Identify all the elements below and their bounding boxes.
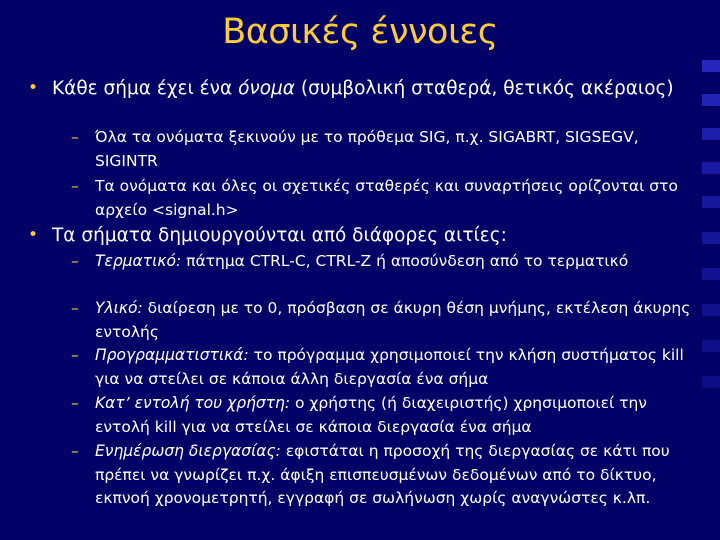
sub-term: Προγραμματιστικά: bbox=[95, 346, 249, 364]
bullet-2-marker: • bbox=[28, 225, 39, 245]
sub-dash: – bbox=[71, 346, 79, 364]
sub-term: Κατ’ εντολή του χρήστη: bbox=[95, 394, 291, 412]
sub-dash: – bbox=[71, 394, 79, 412]
bullet-1-marker: • bbox=[28, 78, 39, 98]
sub-text: Όλα τα ονόματα ξεκινούν με το πρόθεμα SIG, π.χ. SIGABRT, SIGSEGV, SIGINTR bbox=[95, 128, 639, 170]
sub-text: το πρόγραμμα χρησιμοποιεί την κλήση συστήματος kill για να στείλει σε κάποια άλλη διεργασία ένα σήμα bbox=[95, 346, 684, 388]
bullet-2-sub-2 bbox=[71, 297, 695, 344]
sub-term: Τερματικό: bbox=[95, 252, 182, 270]
bullet-1-sub-2 bbox=[71, 175, 695, 222]
bullet-1-text-em: όνομα bbox=[238, 78, 295, 99]
sub-dash: – bbox=[71, 442, 79, 460]
sub-text: εφιστάται η προσοχή της διεργασίας σε κάτι που πρέπει να γνωρίζει π.χ. άφιξη επισπευσμένων δεδομένων από το δίκτυο, εκπνοή χρονομετρητή, εγγραφή σε σωλήνωση χωρίς αναγνώστες κ.λπ. bbox=[95, 442, 670, 507]
sub-dash: – bbox=[71, 128, 79, 146]
bullet-1 bbox=[28, 77, 692, 101]
sub-term: Ενημέρωση διεργασίας: bbox=[95, 442, 281, 460]
bullet-1-sub-1 bbox=[71, 126, 695, 173]
bullet-1-text-post: (συμβολική σταθερά, θετικός ακέραιος) bbox=[295, 78, 674, 99]
bullet-2-sub-5 bbox=[71, 440, 695, 511]
sub-text: διαίρεση με το 0, πρόσβαση σε άκυρη θέση μνήμης, εκτέλεση άκυρης εντολής bbox=[95, 299, 691, 341]
sub-term: Υλικό: bbox=[95, 299, 143, 317]
slide-title: Βασικές έννοιες bbox=[222, 12, 498, 52]
sub-dash: – bbox=[71, 252, 79, 270]
bullet-2-sub-3 bbox=[71, 344, 695, 391]
sub-text: πάτημα CTRL-C, CTRL-Z ή αποσύνδεση από το τερματικό bbox=[181, 252, 629, 270]
bullet-2-sub-1 bbox=[71, 250, 695, 274]
sub-dash: – bbox=[71, 177, 79, 195]
bullet-1-text-pre: Κάθε σήμα έχει ένα bbox=[52, 78, 239, 99]
sub-text: ο χρήστης (ή διαχειριστής) χρησιμοποιεί την εντολή kill για να στείλει σε κάποια διεργασία ένα σήμα bbox=[95, 394, 647, 436]
bullet-2-sub-4 bbox=[71, 392, 695, 439]
sub-dash: – bbox=[71, 299, 79, 317]
sub-text: Τα ονόματα και όλες οι σχετικές σταθερές και συναρτήσεις ορίζονται στο αρχείο <signal.h> bbox=[95, 177, 678, 219]
bullet-2 bbox=[28, 224, 692, 248]
bullet-2-text: Τα σήματα δημιουργούνται από διάφορες αιτίες: bbox=[52, 225, 507, 246]
